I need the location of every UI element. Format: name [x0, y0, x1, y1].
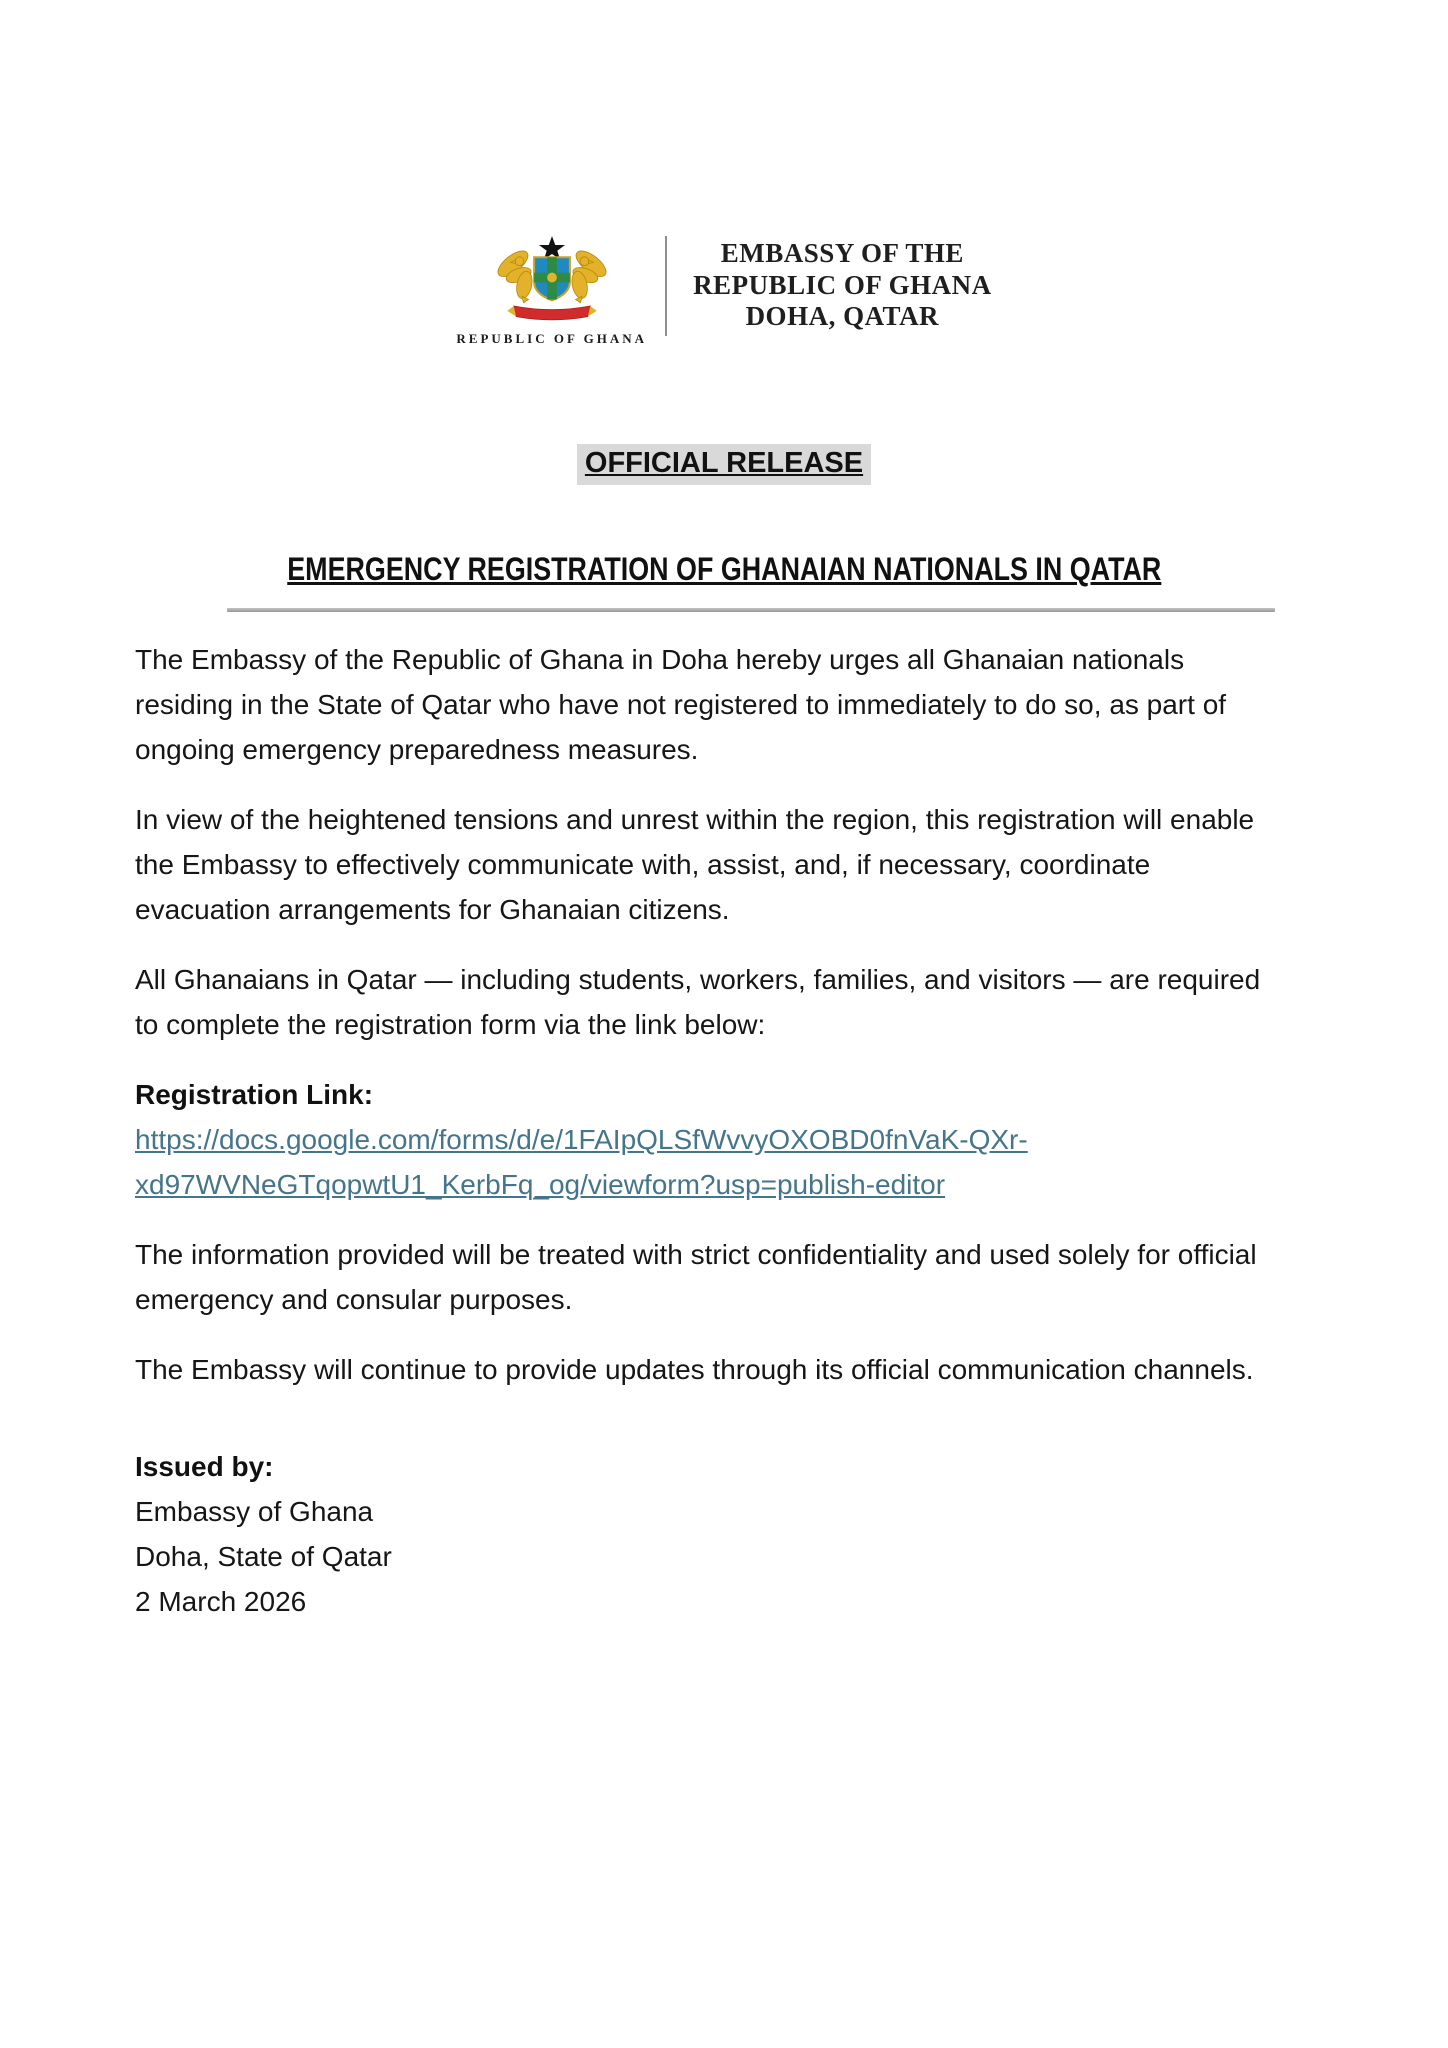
- document-body: [135, 637, 1277, 1624]
- embassy-name-line-2: REPUBLIC OF GHANA: [693, 269, 992, 300]
- release-heading-row: [0, 444, 1448, 485]
- coat-of-arms: [456, 234, 647, 347]
- page-title: EMERGENCY REGISTRATION OF GHANAIAN NATIONALS IN QATAR: [286, 551, 1162, 587]
- registration-url-line-1: https://docs.google.com/forms/d/e/1FAIpQLSfWvvyOXOBD0fnVaK-QXr-: [135, 1124, 1028, 1155]
- paragraph-tensions: In view of the heightened tensions and unrest within the region, this registration will enable the Embassy to effectively communicate with, assist, and, if necessary, coordinate evacuation arrangements for Ghanaian citizens.: [135, 804, 1255, 925]
- paragraph-updates: The Embassy will continue to provide updates through its official communication channels.: [135, 1354, 1254, 1385]
- registration-form-link[interactable]: [135, 1117, 1277, 1207]
- seal-caption: REPUBLIC OF GHANA: [456, 331, 648, 346]
- paragraph-intro: The Embassy of the Republic of Ghana in Doha hereby urges all Ghanaian nationals residing in the State of Qatar who have not registered to immediately to do so, as part of ongoing emergency preparedness measures.: [135, 644, 1227, 765]
- embassy-name-line-3: DOHA, QATAR: [745, 301, 940, 332]
- issued-by-label: Issued by:: [135, 1451, 274, 1482]
- official-release-label: OFFICIAL RELEASE: [577, 444, 871, 485]
- issue-date: 2 March 2026: [135, 1586, 307, 1617]
- letterhead: [0, 234, 1448, 347]
- ghana-coat-of-arms-icon: [491, 234, 613, 326]
- registration-block: [135, 1072, 1277, 1207]
- embassy-name-block: [693, 238, 992, 334]
- embassy-name-line-1: EMBASSY OF THE: [720, 237, 964, 268]
- paragraph-requirement: All Ghanaians in Qatar — including students, workers, families, and visitors — are required to complete the registration form via the link below:: [135, 964, 1261, 1040]
- registration-url-line-2: xd97WVNeGTqopwtU1_KerbFq_og/viewform?usp=publish-editor: [135, 1169, 946, 1200]
- letterhead-divider: [665, 236, 667, 336]
- registration-link-label: Registration Link:: [135, 1079, 374, 1110]
- issuer-name: Embassy of Ghana: [135, 1496, 374, 1527]
- paragraph-confidentiality: The information provided will be treated with strict confidentiality and used solely for official emergency and consular purposes.: [135, 1239, 1257, 1315]
- title-row: [0, 551, 1448, 588]
- horizontal-rule: [227, 608, 1275, 612]
- issued-by-block: [135, 1444, 1277, 1624]
- issuer-location: Doha, State of Qatar: [135, 1541, 392, 1572]
